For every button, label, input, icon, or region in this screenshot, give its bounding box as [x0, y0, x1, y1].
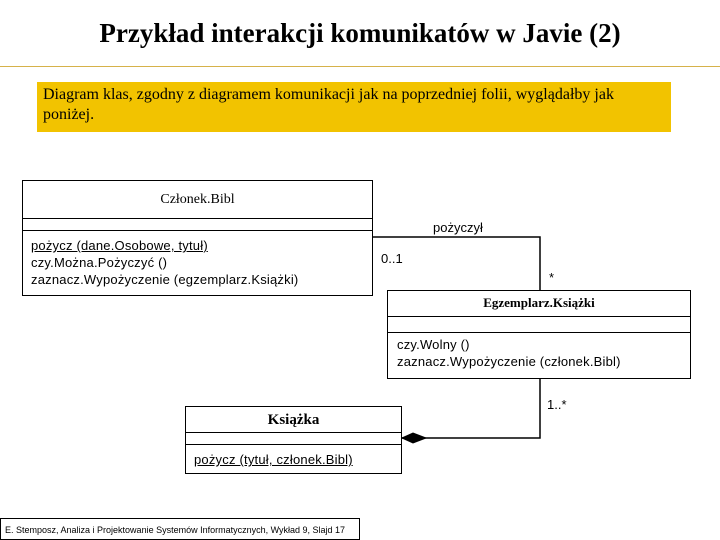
class-ksiazka-operations [186, 445, 401, 468]
slide-footer: E. Stemposz, Analiza i Projektowanie Systemów Informatycznych, Wykład 9, Slajd 17 [0, 518, 360, 540]
operation-zaznacz-wypozyczenie: zaznacz.Wypożyczenie (egzemplarz.Książki) [31, 272, 299, 287]
class-czlonek-bibl-attributes [23, 219, 372, 231]
operation-pozycz: pożycz (dane.Osobowe, tytuł) [31, 238, 208, 253]
class-czlonek-bibl-name: Członek.Bibl [23, 181, 372, 219]
composition-diamond [402, 433, 426, 443]
composition-ksiazka-egzemplarz [402, 378, 540, 438]
class-czlonek-bibl [22, 180, 373, 296]
class-egzemplarz-ksiazki-name: Egzemplarz.Książki [388, 291, 690, 317]
note-box: Diagram klas, zgodny z diagramem komunikacji jak na poprzedniej folii, wyglądałby jak poniżej. [37, 82, 671, 132]
multiplicity-czlonek: 0..1 [381, 251, 403, 266]
multiplicity-egzemplarz: * [549, 270, 555, 285]
class-egzemplarz-ksiazki [387, 290, 691, 379]
multiplicity-copies: 1..* [547, 397, 567, 412]
class-egzemplarz-ksiazki-attributes [388, 317, 690, 333]
operation-zaznacz-wypozyczenie-egz: zaznacz.Wypożyczenie (członek.Bibl) [397, 354, 621, 369]
operation-czy-mozna-pozyczyc: czy.Można.Pożyczyć () [31, 255, 168, 270]
class-ksiazka-name: Książka [186, 407, 401, 433]
operation-pozycz-ksiazka: pożycz (tytuł, członek.Bibl) [194, 452, 353, 467]
class-egzemplarz-ksiazki-operations [388, 333, 690, 370]
operation-czy-wolny: czy.Wolny () [397, 337, 470, 352]
class-czlonek-bibl-operations [23, 231, 372, 288]
class-ksiazka-attributes [186, 433, 401, 445]
association-name-label: pożyczył [433, 220, 483, 235]
slide-title: Przykład interakcji komunikatów w Javie (2) [99, 18, 621, 48]
class-ksiazka [185, 406, 402, 474]
